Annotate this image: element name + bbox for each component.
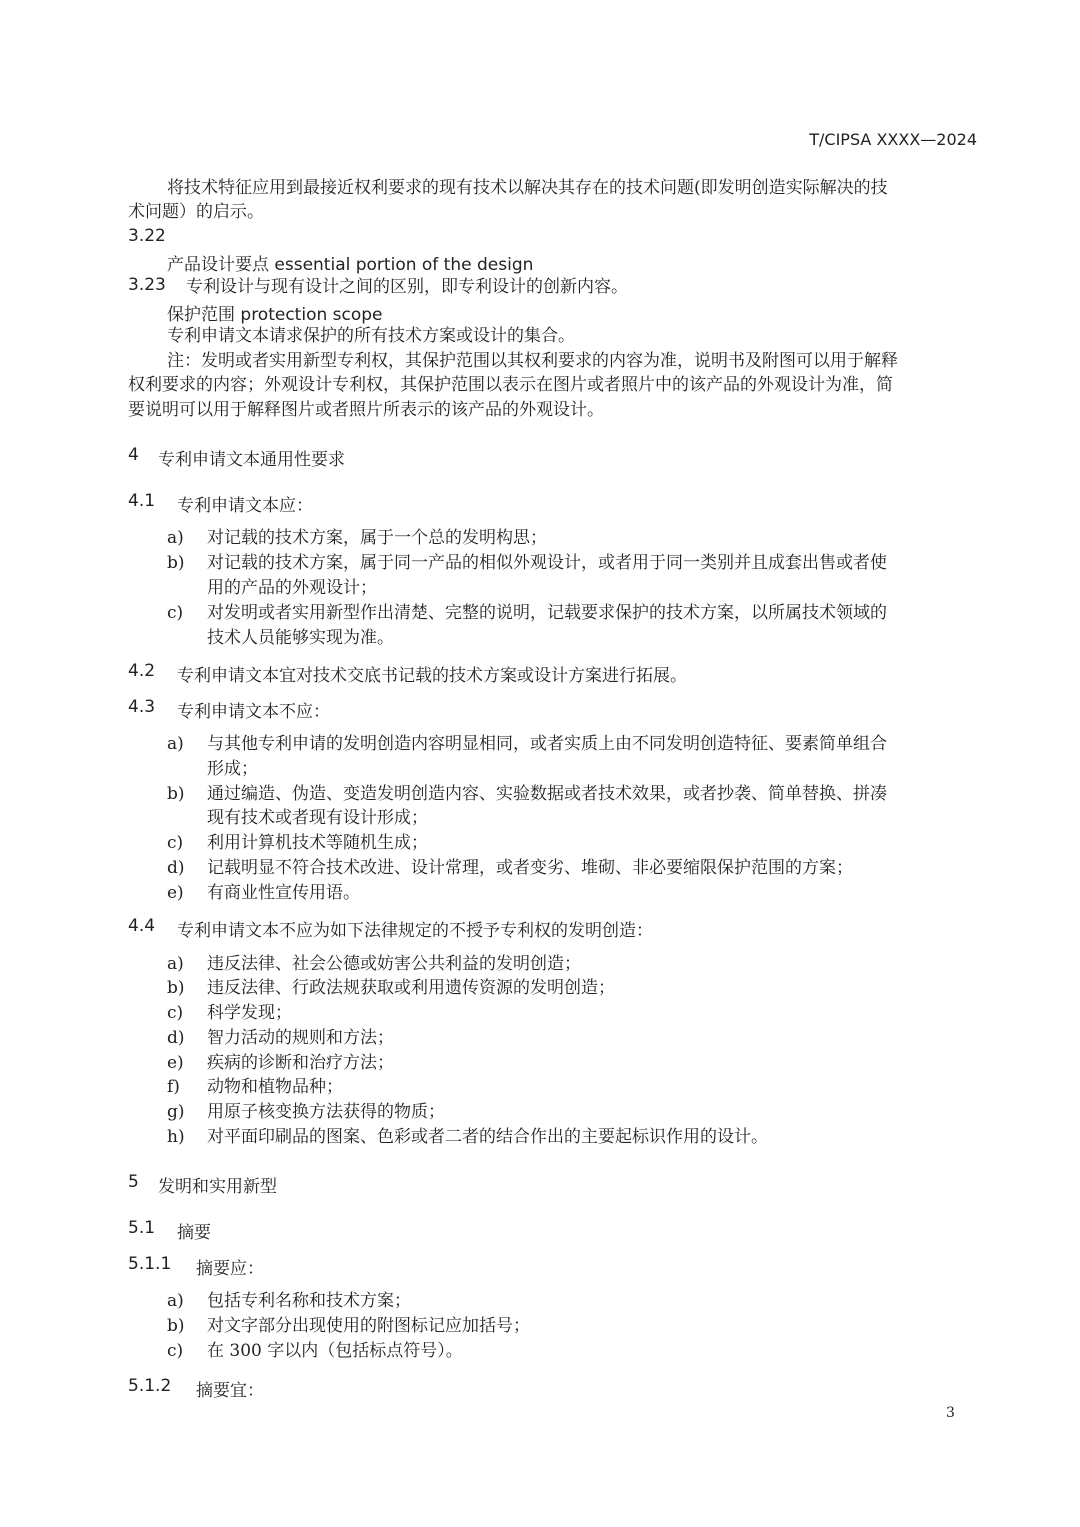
list-marker: e) <box>167 883 184 903</box>
section-number: 4 <box>128 445 139 465</box>
list-marker: e) <box>167 1053 184 1073</box>
list-marker: c) <box>167 1003 184 1023</box>
paragraph-line: 术问题）的启示。 <box>128 202 264 222</box>
standard-code: T/CIPSA XXXX—2024 <box>809 130 977 149</box>
clause-title: 专利申请文本不应为如下法律规定的不授予专利权的发明创造： <box>177 921 653 941</box>
list-item: 违反法律、社会公德或妨害公共利益的发明创造； <box>207 954 581 974</box>
list-item: 通过编造、伪造、变造发明创造内容、实验数据或者技术效果，或者抄袭、简单替换、拼凑 <box>207 784 887 804</box>
definition-text: 专利设计与现有设计之间的区别，即专利设计的创新内容。 <box>186 277 628 297</box>
clause-title: 专利申请文本宜对技术交底书记载的技术方案或设计方案进行拓展。 <box>177 666 687 686</box>
page-number: 3 <box>946 1405 955 1421</box>
paragraph-line: 将技术特征应用到最接近权利要求的现有技术以解决其存在的技术问题(即发明创造实际解决的技 <box>167 178 888 198</box>
list-item-continued: 现有技术或者现有设计形成； <box>207 808 428 828</box>
list-item-continued: 形成； <box>207 759 258 779</box>
list-marker: b) <box>167 978 185 998</box>
list-item: 包括专利名称和技术方案； <box>207 1291 411 1311</box>
list-item: 与其他专利申请的发明创造内容明显相同，或者实质上由不同发明创造特征、要素简单组合 <box>207 734 887 754</box>
clause-number: 3.23 <box>128 275 166 295</box>
list-marker: d) <box>167 1028 185 1048</box>
list-marker: b) <box>167 784 185 804</box>
clause-number: 3.22 <box>128 226 166 246</box>
section-title: 发明和实用新型 <box>158 1177 277 1197</box>
term-entry: 保护范围 protection scope <box>167 305 383 325</box>
clause-number: 5.1.1 <box>128 1254 172 1274</box>
list-marker: d) <box>167 858 185 878</box>
list-item: 记载明显不符合技术改进、设计常理，或者变劣、堆砌、非必要缩限保护范围的方案； <box>207 858 853 878</box>
list-marker: c) <box>167 603 184 623</box>
list-marker: b) <box>167 553 185 573</box>
list-item: 对记载的技术方案，属于同一产品的相似外观设计，或者用于同一类别并且成套出售或者使 <box>207 553 887 573</box>
clause-title: 摘要 <box>177 1223 211 1243</box>
clause-number: 5.1.2 <box>128 1376 172 1396</box>
note-line: 注：发明或者实用新型专利权，其保护范围以其权利要求的内容为准，说明书及附图可以用于解释 <box>167 351 898 371</box>
list-item-continued: 技术人员能够实现为准。 <box>207 628 394 648</box>
clause-number: 4.1 <box>128 491 156 511</box>
list-marker: a) <box>167 1291 184 1311</box>
note-line: 要说明可以用于解释图片或者照片所表示的该产品的外观设计。 <box>128 400 604 420</box>
clause-number: 4.3 <box>128 697 156 717</box>
list-item: 疾病的诊断和治疗方法； <box>207 1053 394 1073</box>
definition-text: 专利申请文本请求保护的所有技术方案或设计的集合。 <box>167 326 575 346</box>
list-item: 对发明或者实用新型作出清楚、完整的说明，记载要求保护的技术方案，以所属技术领域的 <box>207 603 887 623</box>
list-marker: c) <box>167 1341 184 1361</box>
clause-title: 专利申请文本不应： <box>177 702 330 722</box>
section-title: 专利申请文本通用性要求 <box>158 450 345 470</box>
list-marker: a) <box>167 954 184 974</box>
list-item: 对平面印刷品的图案、色彩或者二者的结合作出的主要起标识作用的设计。 <box>207 1127 768 1147</box>
list-marker: f) <box>167 1077 180 1097</box>
note-line: 权利要求的内容；外观设计专利权，其保护范围以表示在图片或者照片中的该产品的外观设计为准，简 <box>128 375 893 395</box>
clause-title: 摘要应： <box>196 1259 264 1279</box>
list-item: 违反法律、行政法规获取或利用遗传资源的发明创造； <box>207 978 615 998</box>
clause-title: 专利申请文本应： <box>177 496 313 516</box>
list-item: 有商业性宣传用语。 <box>207 883 360 903</box>
list-item: 在 300 字以内（包括标点符号）。 <box>207 1341 463 1361</box>
list-marker: c) <box>167 833 184 853</box>
list-item: 动物和植物品种； <box>207 1077 343 1097</box>
list-item: 对文字部分出现使用的附图标记应加括号； <box>207 1316 530 1336</box>
list-marker: a) <box>167 734 184 754</box>
term-entry: 产品设计要点 essential portion of the design <box>167 255 534 275</box>
clause-number: 5.1 <box>128 1218 156 1238</box>
list-item-continued: 用的产品的外观设计； <box>207 578 377 598</box>
list-item: 利用计算机技术等随机生成； <box>207 833 428 853</box>
list-marker: a) <box>167 528 184 548</box>
list-marker: b) <box>167 1316 185 1336</box>
list-item: 对记载的技术方案，属于一个总的发明构思； <box>207 528 547 548</box>
clause-number: 4.4 <box>128 916 156 936</box>
clause-number: 4.2 <box>128 661 156 681</box>
list-marker: h) <box>167 1127 185 1147</box>
list-marker: g) <box>167 1102 185 1122</box>
clause-title: 摘要宜： <box>196 1381 264 1401</box>
list-item: 用原子核变换方法获得的物质； <box>207 1102 445 1122</box>
list-item: 智力活动的规则和方法； <box>207 1028 394 1048</box>
section-number: 5 <box>128 1172 139 1192</box>
list-item: 科学发现； <box>207 1003 292 1023</box>
